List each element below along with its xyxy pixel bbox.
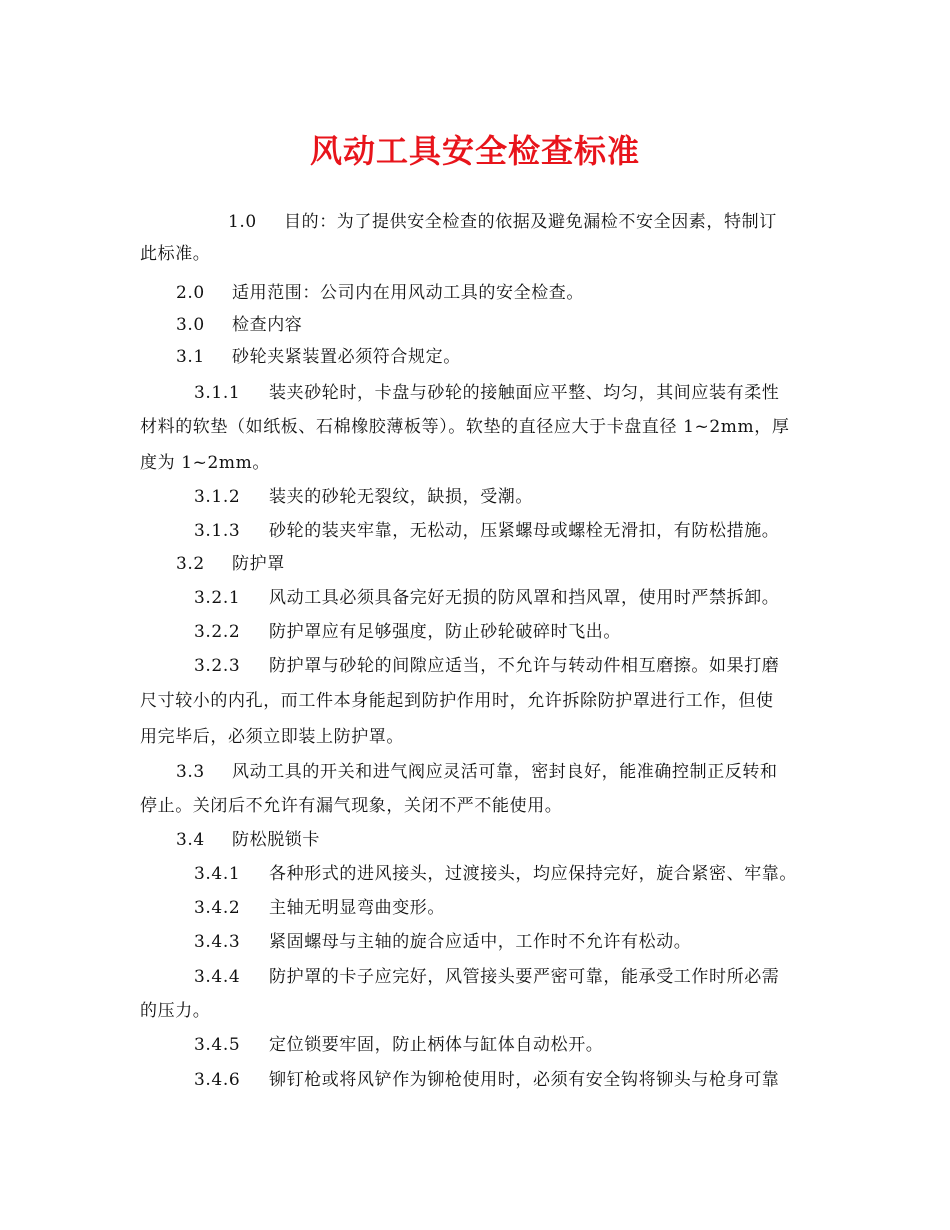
section-number: 3.4 (176, 830, 205, 850)
paragraph-text: 材料的软垫（如纸板、石棉橡胶薄板等）。软垫的直径应大于卡盘直径 1~2mm，厚 (140, 417, 790, 437)
paragraph-2-0 (176, 282, 584, 304)
section-number: 2.0 (176, 283, 205, 303)
paragraph-continuation (140, 243, 210, 265)
paragraph-text: 防护罩与砂轮的间隙应适当，不允许与转动件相互磨擦。如果打磨 (269, 656, 780, 676)
section-number: 1.0 (228, 212, 257, 232)
paragraph-text: 用完毕后，必须立即装上防护罩。 (140, 727, 404, 747)
page-title: 风动工具安全检查标准 (309, 132, 640, 170)
paragraph-text: 风动工具必须具备完好无损的防风罩和挡风罩，使用时严禁拆卸。 (269, 588, 780, 608)
paragraph-text: 定位锁要牢固，防止柄体与缸体自动松开。 (269, 1035, 604, 1055)
paragraph-3-3 (176, 761, 778, 783)
paragraph-text: 适用范围：公司内在用风动工具的安全检查。 (232, 283, 584, 303)
paragraph-text: 尺寸较小的内孔，而工件本身能起到防护作用时，允许拆除防护罩进行工作，但使 (140, 691, 774, 711)
paragraph-1-0 (228, 211, 777, 233)
paragraph-text: 主轴无明显弯曲变形。 (269, 898, 445, 918)
section-number: 3.2.3 (194, 656, 241, 676)
paragraph-3-4-2 (194, 897, 445, 919)
section-number: 3.1 (176, 347, 205, 367)
paragraph-3-4-3 (194, 931, 691, 953)
paragraph-text: 此标准。 (140, 244, 211, 264)
paragraph-3-4-4 (194, 966, 779, 988)
paragraph-3-0 (176, 314, 302, 336)
paragraph-3-4-5 (194, 1034, 603, 1056)
paragraph-text: 装夹砂轮时，卡盘与砂轮的接触面应平整、均匀，其间应装有柔性 (269, 383, 780, 403)
paragraph-continuation (140, 726, 404, 748)
paragraph-text: 防护罩应有足够强度，防止砂轮破碎时飞出。 (269, 622, 621, 642)
paragraph-3-4 (176, 829, 320, 851)
paragraph-text: 防护罩的卡子应完好，风管接头要严密可靠，能承受工作时所必需 (269, 967, 780, 987)
paragraph-text: 防护罩 (232, 554, 285, 574)
paragraph-3-4-6 (194, 1069, 779, 1091)
section-number: 3.4.1 (194, 864, 241, 884)
paragraph-3-1-1 (194, 382, 779, 404)
paragraph-3-2-3 (194, 655, 779, 677)
paragraph-text: 度为 1~2mm。 (140, 453, 270, 473)
paragraph-text: 装夹的砂轮无裂纹，缺损，受潮。 (269, 487, 533, 507)
paragraph-text: 防松脱锁卡 (232, 830, 320, 850)
section-number: 3.3 (176, 762, 205, 782)
section-number: 3.4.2 (194, 898, 241, 918)
paragraph-text: 砂轮夹紧装置必须符合规定。 (232, 347, 461, 367)
paragraph-continuation (140, 416, 789, 438)
section-number: 3.0 (176, 315, 205, 335)
paragraph-text: 各种形式的进风接头，过渡接头，均应保持完好，旋合紧密、牢靠。 (269, 864, 797, 884)
paragraph-text: 目的：为了提供安全检查的依据及避免漏检不安全因素，特制订 (284, 212, 777, 232)
section-number: 3.4.3 (194, 932, 241, 952)
paragraph-text: 的压力。 (140, 1001, 211, 1021)
paragraph-text: 紧固螺母与主轴的旋合应适中，工作时不允许有松动。 (269, 932, 692, 952)
paragraph-continuation (140, 690, 774, 712)
paragraph-continuation (140, 452, 270, 474)
section-number: 3.1.2 (194, 487, 241, 507)
paragraph-3-1-3 (194, 520, 779, 542)
paragraph-text: 检查内容 (232, 315, 303, 335)
paragraph-3-1-2 (194, 486, 533, 508)
paragraph-3-2 (176, 553, 285, 575)
paragraph-3-1 (176, 346, 461, 368)
paragraph-text: 铆钉枪或将风铲作为铆枪使用时，必须有安全钩将铆头与枪身可靠 (269, 1070, 780, 1090)
section-number: 3.1.1 (194, 383, 241, 403)
section-number: 3.4.4 (194, 967, 241, 987)
section-number: 3.2.2 (194, 622, 241, 642)
paragraph-3-4-1 (194, 863, 797, 885)
paragraph-continuation (140, 1000, 210, 1022)
paragraph-continuation (140, 795, 562, 817)
paragraph-text: 停止。关闭后不允许有漏气现象，关闭不严不能使用。 (140, 796, 563, 816)
paragraph-text: 砂轮的装夹牢靠，无松动，压紧螺母或螺栓无滑扣，有防松措施。 (269, 521, 780, 541)
paragraph-3-2-2 (194, 621, 621, 643)
section-number: 3.2.1 (194, 588, 241, 608)
section-number: 3.4.5 (194, 1035, 241, 1055)
paragraph-3-2-1 (194, 587, 779, 609)
section-number: 3.4.6 (194, 1070, 241, 1090)
paragraph-text: 风动工具的开关和进气阀应灵活可靠，密封良好，能准确控制正反转和 (232, 762, 778, 782)
section-number: 3.1.3 (194, 521, 241, 541)
section-number: 3.2 (176, 554, 205, 574)
